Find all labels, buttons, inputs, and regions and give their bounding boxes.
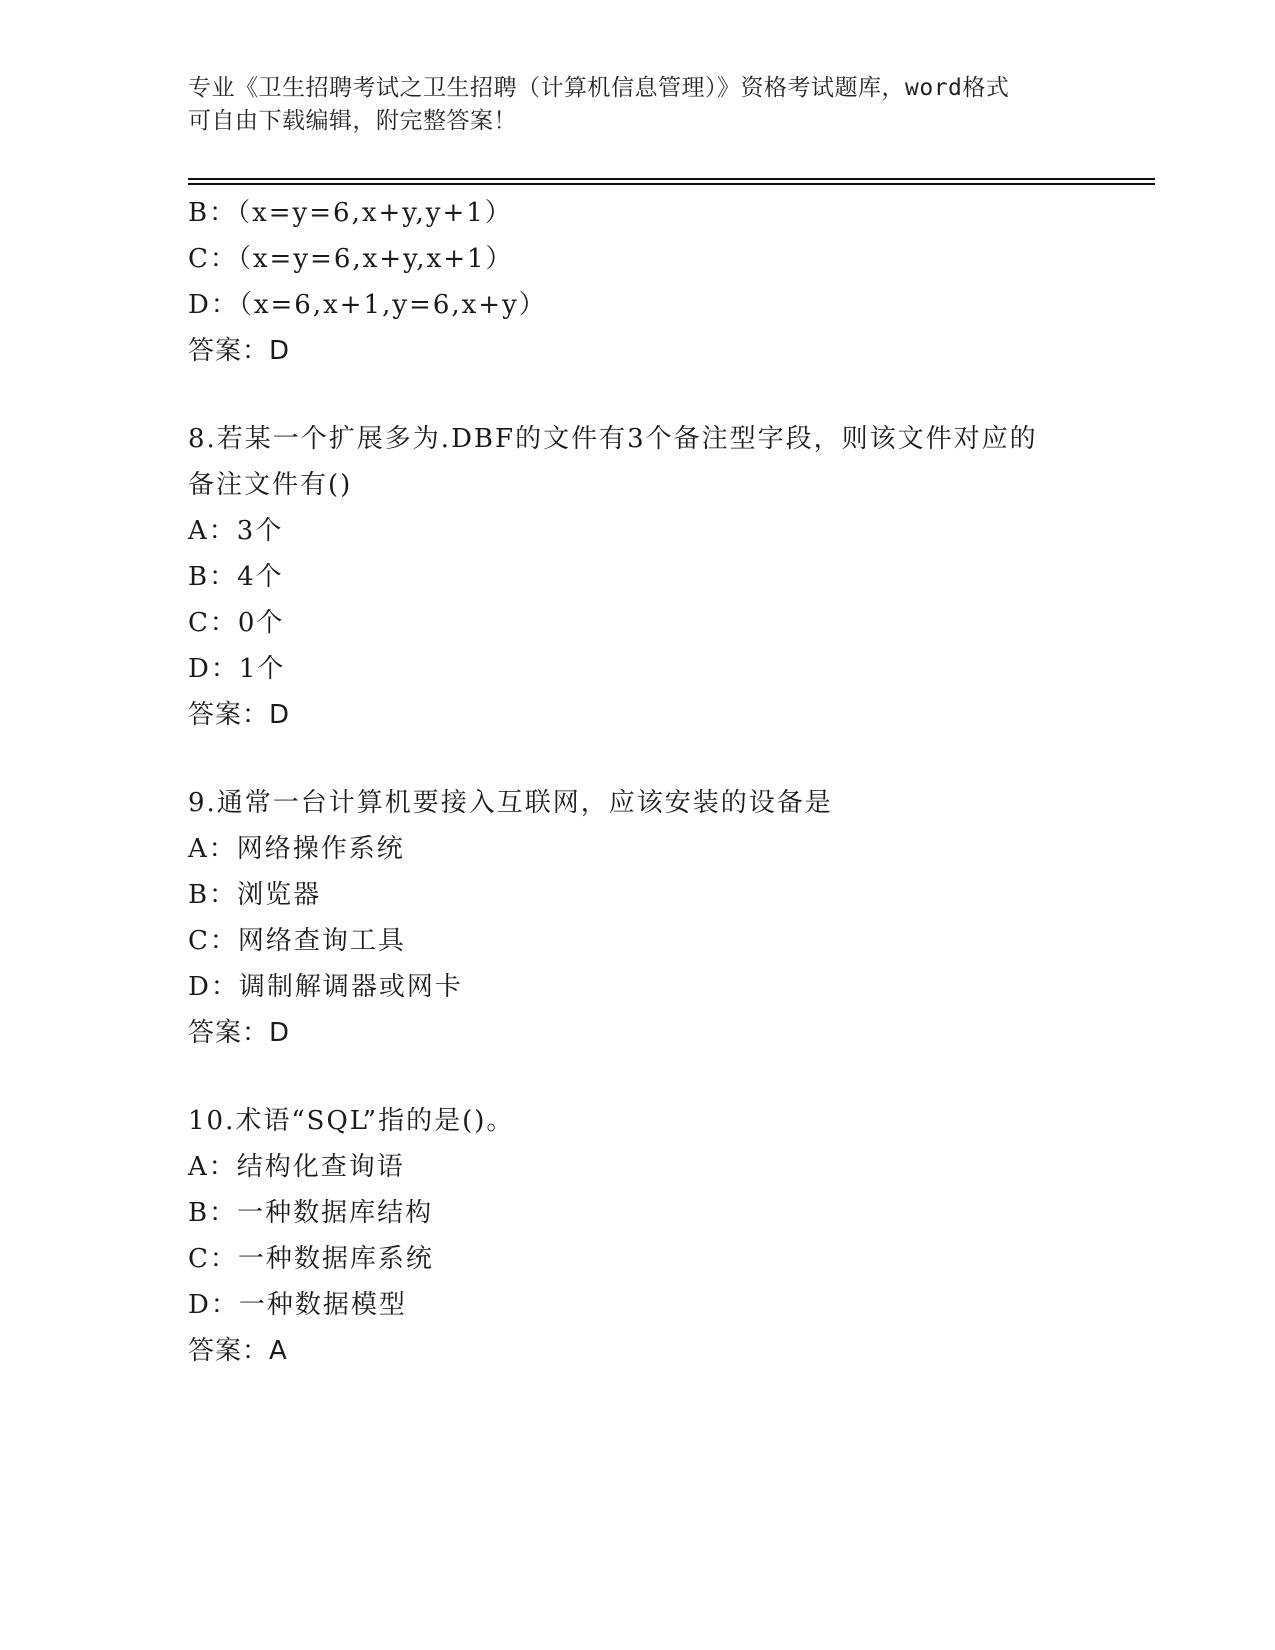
question-spacer xyxy=(188,1056,1088,1098)
answer: 答案：D xyxy=(188,336,291,366)
header-line-2: 可自由下载编辑，附完整答案！ xyxy=(188,108,517,134)
option-b: B：浏览器 xyxy=(188,880,322,910)
header-divider-bottom xyxy=(188,183,1155,185)
option-a: A：网络操作系统 xyxy=(188,834,405,864)
question-stem-continued: 备注文件有() xyxy=(188,470,353,500)
option-c: C：0个 xyxy=(188,608,285,638)
question-content xyxy=(188,190,1088,1374)
question-stem: 9.通常一台计算机要接入互联网，应该安装的设备是 xyxy=(188,788,833,818)
option-b: B：（x=y=6,x+y,y+1） xyxy=(188,198,513,228)
question-9 xyxy=(188,780,1088,1056)
answer: 答案：A xyxy=(188,1336,288,1366)
option-b: B：一种数据库结构 xyxy=(188,1198,434,1228)
question-spacer xyxy=(188,738,1088,780)
question-7-tail xyxy=(188,190,1088,374)
option-a: A：结构化查询语 xyxy=(188,1152,405,1182)
option-c: C：网络查询工具 xyxy=(188,926,406,956)
question-stem: 8.若某一个扩展多为.DBF的文件有3个备注型字段，则该文件对应的 xyxy=(188,424,1038,454)
option-d: D：调制解调器或网卡 xyxy=(188,972,463,1002)
header-divider-top xyxy=(188,178,1155,180)
header-line-1: 专业《卫生招聘考试之卫生招聘（计算机信息管理）》资格考试题库，word格式 xyxy=(188,75,1010,101)
question-8 xyxy=(188,416,1088,738)
answer: 答案：D xyxy=(188,1018,291,1048)
option-d: D：（x=6,x+1,y=6,x+y） xyxy=(188,290,547,320)
option-c: C：（x=y=6,x+y,x+1） xyxy=(188,244,514,274)
option-d: D：一种数据模型 xyxy=(188,1290,407,1320)
option-b: B：4个 xyxy=(188,562,284,592)
option-c: C：一种数据库系统 xyxy=(188,1244,434,1274)
option-d: D：1个 xyxy=(188,654,286,684)
question-stem: 10.术语“SQL”指的是()。 xyxy=(188,1106,515,1136)
answer: 答案：D xyxy=(188,700,291,730)
question-spacer xyxy=(188,374,1088,416)
option-a: A：3个 xyxy=(188,516,284,546)
question-10 xyxy=(188,1098,1088,1374)
document-header xyxy=(188,72,1068,138)
